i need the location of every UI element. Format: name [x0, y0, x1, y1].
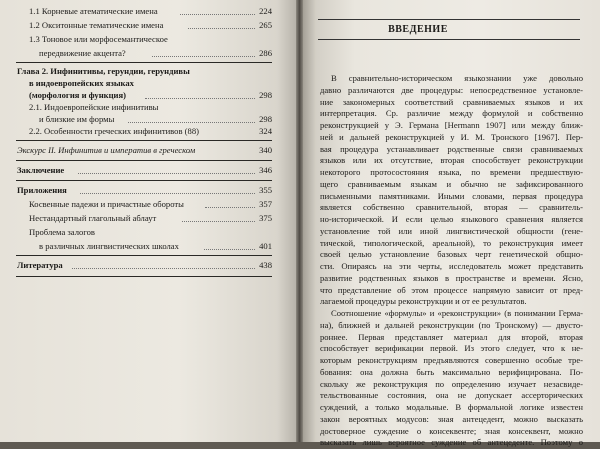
text-line: своей целью установление базовых черт генетической общно- [320, 249, 583, 260]
toc-title: Нестандартный глагольный аблаут [29, 213, 157, 223]
text-line: тельствованные состояния, она не допускает ассерторических [320, 390, 583, 401]
text-line: бования: она должна быть максимально верифицирована. По- [320, 366, 583, 377]
text-line: лагаемой процедуры реконструкции и от ее результатов. [320, 296, 527, 307]
toc-entry [0, 260, 298, 272]
text-line: которым реконструкциям предъявляются совершенно особые тре- [320, 355, 583, 365]
text-line: давно различаются две процедуры: непосредственное установле- [320, 84, 583, 95]
toc-title: Приложения [17, 185, 67, 195]
toc-page: 265 [259, 20, 272, 30]
text-line: на), ближней и дальней реконструкции (по Тронскому) — двусто- [320, 319, 583, 330]
toc-entry [0, 185, 298, 197]
toc-page: 401 [259, 241, 272, 251]
toc-leader [128, 122, 255, 123]
toc-page: 298 [259, 114, 272, 124]
text-line: закон вероятных модусов: зная антецедент, можно высказать [320, 413, 583, 424]
toc-divider [16, 62, 272, 63]
toc-page: 438 [259, 260, 272, 270]
text-line: но-исторической. И если целью языкового сравнения является [320, 214, 583, 224]
toc-title: Проблема залогов [29, 227, 95, 237]
toc-entry [0, 20, 298, 32]
toc-divider [16, 255, 272, 256]
text-line: вая процедура устанавливает родственные связи сравниваемых [320, 143, 583, 154]
text-line: развитие родственных языков в пространстве и времени. Ясно, [320, 272, 583, 283]
toc-entry [0, 165, 298, 177]
toc-title: передвижение акцента? [39, 48, 126, 58]
toc-page: 324 [259, 126, 272, 136]
toc-divider [16, 180, 272, 181]
toc-leader [80, 193, 255, 194]
toc-entry [0, 90, 298, 102]
text-line: высказать лишь вероятное суждение об антецеденте. Поэтому о [320, 437, 583, 448]
toc-page: 375 [259, 213, 272, 223]
toc-entry [0, 126, 298, 138]
text-line: достоверное суждение о консеквенте; зная консеквент, можно [320, 425, 583, 436]
text-line: тической, типологической, ареальной), то реконструкция имеет [320, 237, 583, 248]
text-line: является собственно сравнительной, вторая — сравнитель- [320, 202, 583, 213]
toc-entry [0, 34, 298, 46]
toc-page: 355 [259, 185, 272, 195]
toc-leader [180, 14, 255, 15]
toc-leader [152, 56, 255, 57]
toc-title: 1.3 Тоновое или морфосемантическое [29, 34, 168, 44]
toc-title: Литература [17, 260, 63, 270]
text-line: В сравнительно-историческом языкознании уже довольно [331, 73, 583, 83]
toc-title: в различных лингвистических школах [39, 241, 179, 251]
text-line: способствует верификации первой. Из этого следует, что к не- [320, 343, 583, 354]
toc-leader [182, 221, 255, 222]
toc-divider [16, 140, 272, 141]
text-line: щего сравниваемым языкам и обычно не зафиксированного [320, 178, 583, 189]
toc-leader [72, 268, 255, 269]
toc-title: (морфология и функция) [29, 90, 127, 100]
toc-entry [0, 48, 298, 60]
toc-entry [0, 102, 298, 114]
toc-title: в индоевропейских языках [29, 78, 134, 88]
text-line: что представление об этом процессе напрямую зависит от пред- [320, 284, 583, 295]
toc-title: и близкие им формы [39, 114, 115, 124]
text-line: суждений, а только модальные. В формальной логике известен [320, 402, 583, 412]
toc-title: 2.1. Индоевропейские инфинитивы [29, 102, 159, 112]
text-line: ние закономерных соответствий сравниваемых языков и их [320, 96, 583, 107]
text-line: сти. Опираясь на эти черты, исследователь может представить [320, 261, 583, 271]
toc-leader [145, 98, 255, 99]
page-heading: ВВЕДЕНИЕ [388, 24, 448, 35]
text-line: письменными памятниками. Иными словами, первая процедура [320, 190, 583, 201]
toc-page: 224 [259, 6, 272, 16]
toc-title: Заключение [17, 165, 65, 175]
heading-rule-top [318, 19, 580, 20]
toc-page: 346 [259, 165, 272, 175]
toc-divider [16, 160, 272, 161]
toc-page: 340 [259, 145, 272, 155]
text-line: установление той или иной лингвистической общности (гене- [320, 225, 583, 236]
toc-entry [0, 114, 298, 126]
toc-title: 1.2 Окситонные тематические имена [29, 20, 164, 30]
heading-rule-bottom [318, 39, 580, 40]
toc-entry [0, 227, 298, 239]
toc-title: 2.2. Особенности греческих инфинитивов (88) [29, 126, 199, 136]
toc-entry [0, 66, 298, 78]
toc-page: 298 [259, 90, 272, 100]
toc-entry [0, 78, 298, 90]
text-line: скольку же реконструкция по определению изучает незасвиде- [320, 378, 583, 389]
toc-page: 286 [259, 48, 272, 58]
toc-entry [0, 6, 298, 18]
toc-title: Глава 2. Инфинитивы, герундии, герундивы [17, 66, 190, 76]
toc-entry [0, 145, 298, 157]
toc-entry [0, 241, 298, 253]
toc-leader [188, 28, 255, 29]
toc-title: 1.1 Корневые атематические имена [29, 6, 158, 16]
text-line: интерпретация. Ср. различие между формулой и собственно [320, 108, 583, 119]
text-line: ней и дальней реконструкцией у И. М. Тронского [1967]. Пер- [320, 131, 583, 142]
text-line: Соотношение «формулы» и «реконструкции» (в понимании Герма- [331, 308, 583, 318]
toc-entry [0, 213, 298, 225]
toc-title: Косвенные падежи и причастные обороты [29, 199, 184, 209]
toc-leader [205, 207, 255, 208]
toc-divider [16, 276, 272, 277]
toc-leader [204, 249, 255, 250]
toc-page: 357 [259, 199, 272, 209]
toc-leader [78, 173, 255, 174]
text-line: языков или их отсутствие, вторая способствует реконструкции [320, 155, 583, 166]
text-line: роннее. Первая представляет материал для второй, вторая [320, 331, 583, 342]
toc-entry [0, 199, 298, 211]
text-line: некоторого протосостояния языка, по времени предшествую- [320, 167, 583, 177]
text-line: реконструкцией у Э. Германа [Hermann 1907] или между ближ- [320, 120, 583, 130]
toc-title: Экскурс II. Инфинитив и императив в греческом [17, 145, 196, 155]
